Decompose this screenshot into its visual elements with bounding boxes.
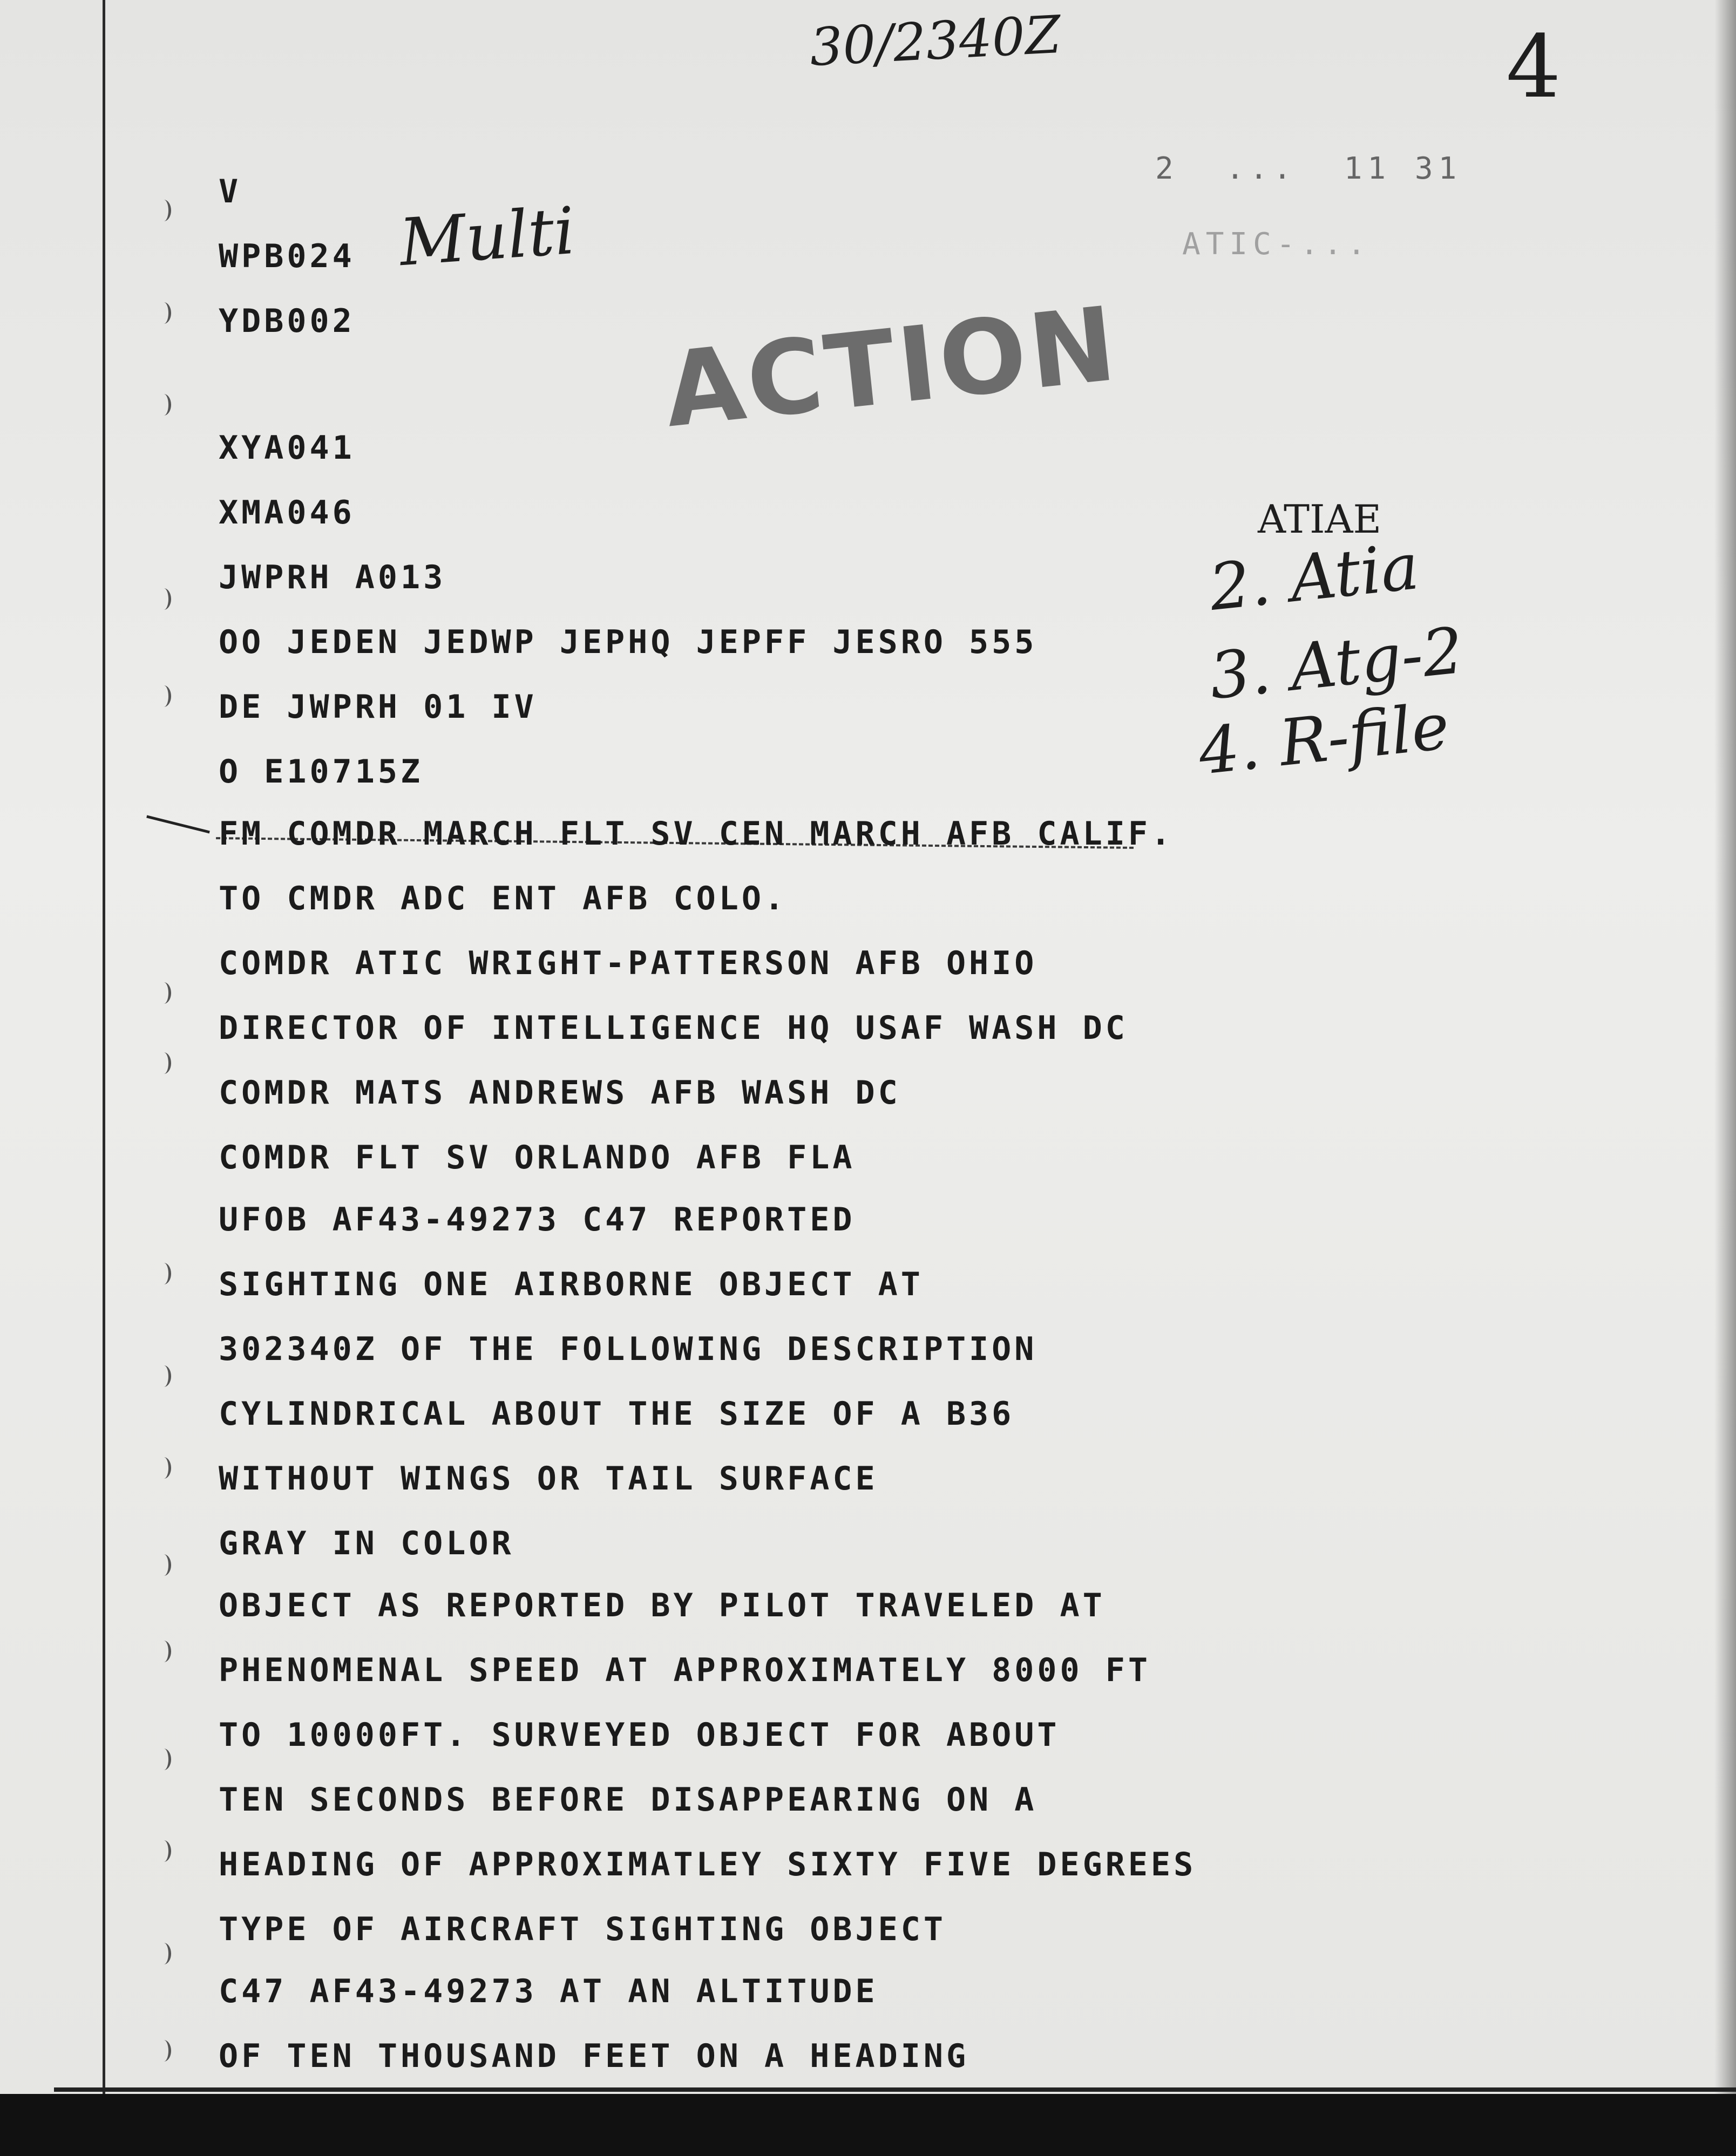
message-line: TEN SECONDS BEFORE DISAPPEARING ON A xyxy=(219,1781,1037,1819)
scan-edge-shadow xyxy=(1714,0,1736,2121)
message-line: OF TEN THOUSAND FEET ON A HEADING xyxy=(219,2037,969,2075)
message-line: COMDR ATIC WRIGHT-PATTERSON AFB OHIO xyxy=(219,944,1037,982)
atic-stamp: ATIC-... xyxy=(1182,227,1371,262)
message-line: CYLINDRICAL ABOUT THE SIZE OF A B36 xyxy=(219,1395,1015,1433)
margin-tick xyxy=(157,1943,171,1964)
message-line: HEADING OF APPROXIMATLEY SIXTY FIVE DEGREES xyxy=(219,1846,1197,1883)
margin-tick xyxy=(157,1365,171,1387)
message-line: WPB024 xyxy=(219,237,355,275)
message-line: OBJECT AS REPORTED BY PILOT TRAVELED AT xyxy=(219,1587,1106,1624)
message-line: PHENOMENAL SPEED AT APPROXIMATELY 8000 FT xyxy=(219,1651,1151,1689)
scan-bottom-border xyxy=(0,2094,1736,2156)
routing-note: 4. R-file xyxy=(1195,689,1453,789)
message-line: TO CMDR ADC ENT AFB COLO. xyxy=(219,880,788,917)
message-line: SIGHTING ONE AIRBORNE OBJECT AT xyxy=(219,1266,924,1303)
margin-tick xyxy=(157,1263,171,1284)
margin-tick xyxy=(157,394,171,416)
margin-tick xyxy=(157,200,171,221)
action-stamp: ACTION xyxy=(659,284,1124,451)
message-line: YDB002 xyxy=(219,302,355,340)
message-line: DE JWPRH 01 IV xyxy=(219,688,537,726)
left-margin-rule xyxy=(103,0,105,2099)
margin-tick xyxy=(157,685,171,707)
message-line: GRAY IN COLOR xyxy=(219,1525,514,1562)
routing-note: 3. Atg-2 xyxy=(1206,613,1467,714)
message-line: DIRECTOR OF INTELLIGENCE HQ USAF WASH DC xyxy=(219,1009,1128,1047)
message-line: JWPRH A013 xyxy=(219,559,446,596)
message-line: XYA041 xyxy=(219,429,355,467)
message-line: C47 AF43-49273 AT AN ALTITUDE xyxy=(219,1973,878,2010)
message-line: COMDR FLT SV ORLANDO AFB FLA xyxy=(219,1139,856,1176)
message-line: O E10715Z xyxy=(219,753,424,791)
message-line: WITHOUT WINGS OR TAIL SURFACE xyxy=(219,1460,878,1498)
top-handwritten-number: 30/2340Z xyxy=(808,4,1063,78)
message-line: TYPE OF AIRCRAFT SIGHTING OBJECT xyxy=(219,1910,946,1948)
margin-tick xyxy=(157,1457,171,1479)
margin-tick xyxy=(157,1840,171,1862)
message-line: TO 10000FT. SURVEYED OBJECT FOR ABOUT xyxy=(219,1716,1060,1754)
handwritten-arrow-mark xyxy=(146,815,210,834)
page-number: 4 xyxy=(1506,16,1561,117)
message-line: COMDR MATS ANDREWS AFB WASH DC xyxy=(219,1074,901,1112)
message-line: 302340Z OF THE FOLLOWING DESCRIPTION xyxy=(219,1330,1037,1368)
multi-handwritten-note: Multi xyxy=(397,193,578,281)
margin-tick xyxy=(157,302,171,324)
margin-tick xyxy=(157,588,171,610)
time-received-stamp: 2 ... 11 31 xyxy=(1155,151,1462,186)
message-line: UFOB AF43-49273 C47 REPORTED xyxy=(219,1201,856,1239)
margin-tick xyxy=(157,1554,171,1576)
message-line: XMA046 xyxy=(219,494,355,532)
message-line: FM COMDR MARCH FLT SV CEN MARCH AFB CALIF. xyxy=(219,815,1174,853)
routing-note: 2. Atia xyxy=(1205,529,1422,625)
margin-tick xyxy=(157,1749,171,1770)
bottom-margin-rule xyxy=(54,2087,1736,2092)
routing-note: ATIAE xyxy=(1258,497,1382,542)
margin-tick xyxy=(157,1052,171,1074)
message-line: OO JEDEN JEDWP JEPHQ JEPFF JESRO 555 xyxy=(219,623,1037,661)
margin-tick xyxy=(157,982,171,1004)
message-line: V xyxy=(219,173,242,210)
margin-tick xyxy=(157,1641,171,1662)
margin-tick xyxy=(157,2040,171,2062)
